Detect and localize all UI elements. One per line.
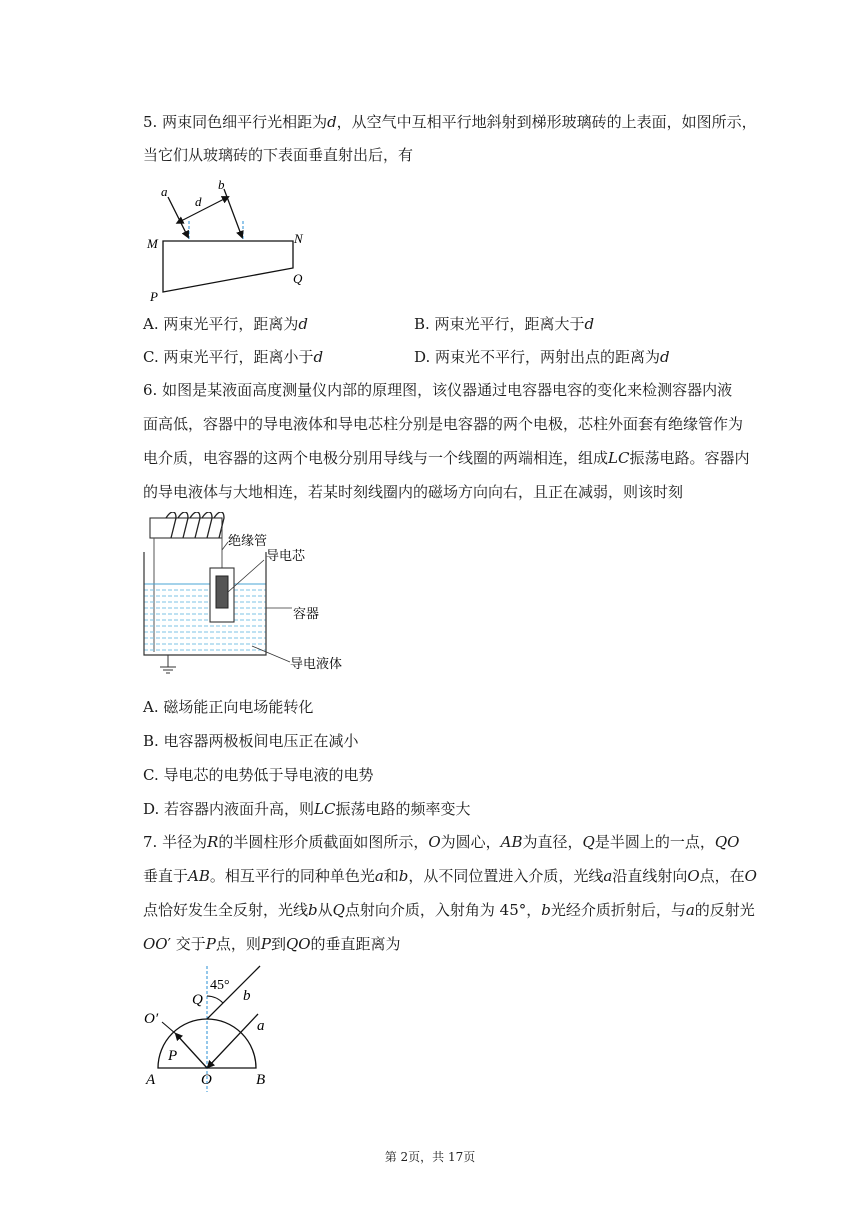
label-insulating-tube: 绝缘管 bbox=[228, 533, 268, 548]
coil-turns bbox=[166, 512, 224, 538]
label-core: 导电芯 bbox=[266, 548, 306, 563]
q7-line-4: 𝑂𝑂′ 交于𝑃点，则𝑃到𝑄𝑂的垂直距离为 bbox=[143, 935, 401, 953]
q6-option-b: B. 电容器两极板间电压正在减小 bbox=[143, 732, 359, 750]
q7-line-3: 点恰好发生全反射，光线𝑏从𝑄点射向介质，入射角为 45°，𝑏光经介质折射后，与𝑎的反射光 bbox=[143, 901, 755, 919]
label-Q: Q bbox=[192, 992, 203, 1008]
trapezoid-brick bbox=[163, 241, 293, 292]
conductive-liquid bbox=[144, 584, 266, 650]
label-O: O bbox=[201, 1072, 212, 1088]
q5-option-d: D. 两束光不平行，两射出点的距离为𝑑 bbox=[414, 348, 670, 366]
q7-line-1: 7. 半径为𝑅的半圆柱形介质截面如图所示，𝑂为圆心，𝐴𝐵为直径，𝑄是半圆上的一点，𝑄𝑂 bbox=[143, 833, 740, 851]
distance-d-arrow bbox=[181, 197, 228, 221]
q7-figure-semicircle bbox=[138, 960, 288, 1095]
label-P: P bbox=[168, 1048, 178, 1064]
page-footer: 第 2页，共 17页 bbox=[384, 1150, 476, 1164]
label-O-prime: O′ bbox=[144, 1011, 159, 1027]
label-b: b bbox=[218, 177, 225, 192]
label-M: M bbox=[147, 236, 158, 251]
ray-a bbox=[208, 1014, 258, 1067]
q6-figure-level-meter bbox=[140, 512, 370, 677]
label-a: a bbox=[161, 184, 168, 199]
q6-line-4: 的导电液体与大地相连，若某时刻线圈内的磁场方向向右，且正在减弱，则该时刻 bbox=[143, 483, 684, 501]
ray-b bbox=[224, 189, 242, 237]
q6-line-2: 面高低，容器中的导电液体和导电芯柱分别是电容器的两个电极，芯柱外面套有绝缘管作为 bbox=[143, 415, 744, 433]
q5-option-a: A. 两束光平行，距离为𝑑 bbox=[143, 315, 308, 333]
conductive-core bbox=[216, 576, 228, 608]
label-P: P bbox=[150, 289, 158, 304]
container-walls bbox=[144, 552, 266, 655]
q7-line-2: 垂直于𝐴𝐵。相互平行的同种单色光𝑎和𝑏，从不同位置进入介质，光线𝑎沿直线射向𝑂点，在𝑂 bbox=[143, 867, 757, 885]
label-a: a bbox=[257, 1018, 265, 1034]
q6-option-a: A. 磁场能正向电场能转化 bbox=[143, 698, 314, 716]
q5-option-b: B. 两束光平行，距离大于𝑑 bbox=[414, 315, 595, 333]
q5-line-1: 5. 两束同色细平行光相距为𝑑，从空气中互相平行地斜射到梯形玻璃砖的上表面，如图所示， bbox=[143, 113, 757, 131]
q6-option-d: D. 若容器内液面升高，则𝐿𝐶振荡电路的频率变大 bbox=[143, 800, 471, 818]
label-conductive-liquid: 导电液体 bbox=[290, 656, 343, 671]
label-container: 容器 bbox=[293, 606, 320, 621]
q6-line-3: 电介质，电容器的这两个电极分别用导线与一个线圈的两端相连，组成𝐿𝐶振荡电路。容器内 bbox=[143, 449, 750, 467]
label-A: A bbox=[146, 1072, 156, 1088]
label-d: d bbox=[195, 194, 202, 209]
q5-figure-glass-brick bbox=[140, 175, 310, 305]
label-Q: Q bbox=[293, 271, 303, 286]
ray-a bbox=[168, 197, 188, 237]
label-45-deg: 45° bbox=[210, 978, 230, 993]
q6-line-1: 6. 如图是某液面高度测量仪内部的原理图，该仪器通过电容器电容的变化来检测容器内液 bbox=[143, 381, 733, 399]
label-N: N bbox=[294, 231, 303, 246]
label-B: B bbox=[256, 1072, 266, 1088]
q6-option-c: C. 导电芯的电势低于导电液的电势 bbox=[143, 766, 374, 784]
q5-line-2: 当它们从玻璃砖的下表面垂直射出后，有 bbox=[143, 146, 414, 164]
q5-option-c: C. 两束光平行，距离小于𝑑 bbox=[143, 348, 324, 366]
reflected-ray-OO-prime bbox=[176, 1034, 207, 1068]
label-b: b bbox=[243, 988, 251, 1004]
